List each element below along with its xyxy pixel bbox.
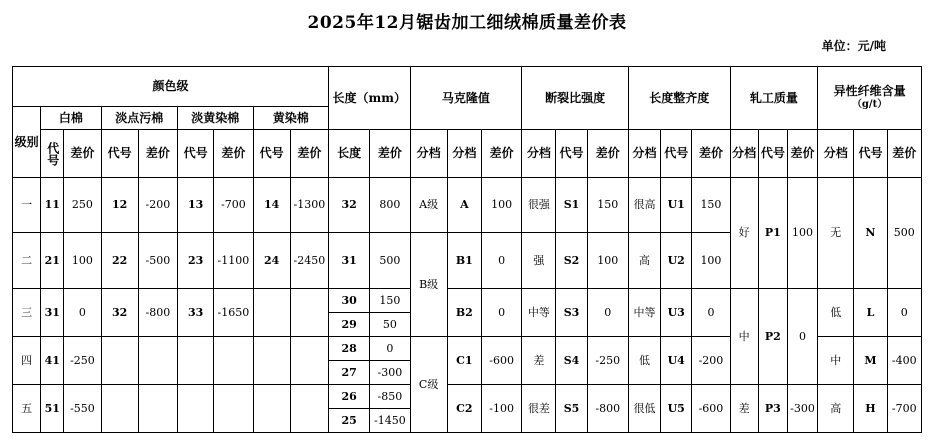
spot-diff <box>138 337 177 385</box>
light-spotted-header: 淡点污棉 <box>101 107 177 130</box>
strength-diff: -250 <box>587 337 628 385</box>
uniformity-code: U1 <box>661 178 692 233</box>
y-code <box>253 337 290 385</box>
white-code: 41 <box>41 337 64 385</box>
foreign-diff: -400 <box>887 337 921 385</box>
grade-label: 一 <box>13 178 41 233</box>
white-diff: -250 <box>64 337 101 385</box>
mic-tier: A <box>447 178 481 233</box>
mic-group-a: A级 <box>410 178 447 233</box>
mic-tier: C2 <box>447 385 481 433</box>
spot-diff: -500 <box>138 233 177 289</box>
spot-code-header: 代号 <box>101 130 138 178</box>
spot-code: 22 <box>101 233 138 289</box>
length-value: 29 <box>329 313 370 337</box>
white-diff: 250 <box>64 178 101 233</box>
foreign-code: L <box>854 289 887 337</box>
mic-diff: -600 <box>481 337 521 385</box>
foreign-code: H <box>854 385 887 433</box>
uniformity-code: U3 <box>661 289 692 337</box>
ginning-diff-header: 差价 <box>787 130 817 178</box>
ginning-code: P2 <box>758 289 787 385</box>
foreign-tier-header: 分档 <box>818 130 854 178</box>
white-diff: -550 <box>64 385 101 433</box>
strength-code: S1 <box>556 178 587 233</box>
y-diff <box>290 337 328 385</box>
foreign-tier: 中 <box>818 337 854 385</box>
ly-diff <box>214 337 253 385</box>
white-code: 51 <box>41 385 64 433</box>
uniformity-code: U2 <box>661 233 692 289</box>
foreign-code-header: 代号 <box>854 130 887 178</box>
spot-diff <box>138 385 177 433</box>
ly-code: 33 <box>178 289 214 337</box>
page-title: 2025年12月锯齿加工细绒棉质量差价表 <box>307 13 627 33</box>
length-diff: 500 <box>370 233 410 289</box>
strength-diff: 100 <box>587 233 628 289</box>
uniformity-diff: 100 <box>692 233 730 289</box>
y-code <box>253 289 290 337</box>
length-diff: 800 <box>370 178 410 233</box>
spot-diff: -800 <box>138 289 177 337</box>
spot-code <box>101 337 138 385</box>
strength-tier: 强 <box>522 233 556 289</box>
ginning-tier: 好 <box>730 178 758 289</box>
strength-header: 断裂比强度 <box>522 67 629 130</box>
mic-diff: 0 <box>481 289 521 337</box>
mic-tier: C1 <box>447 337 481 385</box>
length-value: 25 <box>329 409 370 433</box>
white-cotton-header: 白棉 <box>41 107 101 130</box>
uniformity-code: U4 <box>661 337 692 385</box>
foreign-code: N <box>854 178 887 289</box>
strength-code-header: 代号 <box>556 130 587 178</box>
strength-code: S5 <box>556 385 587 433</box>
foreign-fiber-header <box>818 67 922 130</box>
ly-diff <box>214 385 253 433</box>
ginning-diff: 100 <box>787 178 817 289</box>
strength-diff-header: 差价 <box>587 130 628 178</box>
length-value: 26 <box>329 385 370 409</box>
length-value: 28 <box>329 337 370 361</box>
white-diff: 0 <box>64 289 101 337</box>
length-diff-header: 差价 <box>370 130 410 178</box>
uniformity-diff: 0 <box>692 289 730 337</box>
uniformity-diff: -200 <box>692 337 730 385</box>
uniformity-diff-header: 差价 <box>692 130 730 178</box>
length-value: 31 <box>329 233 370 289</box>
ginning-header: 轧工质量 <box>730 67 818 130</box>
ly-code-header: 代号 <box>178 130 214 178</box>
y-code <box>253 385 290 433</box>
mic-tier-header: 分档 <box>410 130 447 178</box>
mic-diff-header: 差价 <box>481 130 521 178</box>
unit-label: 单位：元/吨 <box>821 39 886 53</box>
foreign-code: M <box>854 337 887 385</box>
length-diff: 150 <box>370 289 410 313</box>
strength-diff: 0 <box>587 289 628 337</box>
length-value: 27 <box>329 361 370 385</box>
spot-code: 12 <box>101 178 138 233</box>
foreign-diff: 500 <box>887 178 921 289</box>
grade-label: 四 <box>13 337 41 385</box>
y-diff: -2450 <box>290 233 328 289</box>
white-diff-header: 差价 <box>64 130 101 178</box>
ly-diff: -700 <box>214 178 253 233</box>
length-value: 32 <box>329 178 370 233</box>
y-diff-header: 差价 <box>290 130 328 178</box>
strength-tier: 差 <box>522 337 556 385</box>
length-diff: 0 <box>370 337 410 361</box>
strength-tier: 很差 <box>522 385 556 433</box>
uniformity-tier: 很高 <box>628 178 660 233</box>
y-diff <box>290 385 328 433</box>
strength-tier: 很强 <box>522 178 556 233</box>
mic-group-b: B级 <box>410 233 447 337</box>
uniformity-diff: 150 <box>692 178 730 233</box>
light-yellow-header: 淡黄染棉 <box>178 107 253 130</box>
spot-code <box>101 385 138 433</box>
mic-diff: 100 <box>481 178 521 233</box>
ginning-tier: 差 <box>730 385 758 433</box>
uniformity-tier: 很低 <box>628 385 660 433</box>
grade-label: 二 <box>13 233 41 289</box>
foreign-diff-header: 差价 <box>887 130 921 178</box>
y-code: 24 <box>253 233 290 289</box>
uniformity-diff: -600 <box>692 385 730 433</box>
uniformity-header: 长度整齐度 <box>628 67 730 130</box>
white-code: 11 <box>41 178 64 233</box>
foreign-diff: -700 <box>887 385 921 433</box>
y-code: 14 <box>253 178 290 233</box>
uniformity-tier-header: 分档 <box>628 130 660 178</box>
foreign-fiber-title: 异性纤维含量 <box>833 84 906 99</box>
spot-diff: -200 <box>138 178 177 233</box>
uniformity-code-header: 代号 <box>661 130 692 178</box>
uniformity-tier: 中等 <box>628 289 660 337</box>
strength-code: S2 <box>556 233 587 289</box>
mic-tier: B1 <box>447 233 481 289</box>
ly-diff-header: 差价 <box>214 130 253 178</box>
mic-group-c: C级 <box>410 337 447 433</box>
white-code: 31 <box>41 289 64 337</box>
ly-code: 23 <box>178 233 214 289</box>
mic-diff: 0 <box>481 233 521 289</box>
uniformity-tier: 低 <box>628 337 660 385</box>
grade-label: 三 <box>13 289 41 337</box>
grade-label-header: 级别 <box>13 107 41 178</box>
strength-diff: 150 <box>587 178 628 233</box>
ginning-code-header: 代号 <box>758 130 787 178</box>
mic-tier: B2 <box>447 289 481 337</box>
strength-tier-header: 分档 <box>522 130 556 178</box>
ly-diff: -1100 <box>214 233 253 289</box>
strength-diff: -800 <box>587 385 628 433</box>
spot-code: 32 <box>101 289 138 337</box>
y-diff: -1300 <box>290 178 328 233</box>
grade-label: 五 <box>13 385 41 433</box>
ginning-diff: 0 <box>787 289 817 385</box>
white-diff: 100 <box>64 233 101 289</box>
ginning-diff: -300 <box>787 385 817 433</box>
length-diff: 50 <box>370 313 410 337</box>
ginning-code: P1 <box>758 178 787 289</box>
foreign-tier: 高 <box>818 385 854 433</box>
ginning-tier-header: 分档 <box>730 130 758 178</box>
strength-code: S4 <box>556 337 587 385</box>
ginning-tier: 中 <box>730 289 758 385</box>
ginning-code: P3 <box>758 385 787 433</box>
length-diff: -300 <box>370 361 410 385</box>
strength-code: S3 <box>556 289 587 337</box>
ly-code: 13 <box>178 178 214 233</box>
yellow-stained-header: 黄染棉 <box>253 107 329 130</box>
white-code: 21 <box>41 233 64 289</box>
strength-tier: 中等 <box>522 289 556 337</box>
foreign-tier: 低 <box>818 289 854 337</box>
ly-diff: -1650 <box>214 289 253 337</box>
length-diff: -850 <box>370 385 410 409</box>
white-code-header: 代号 <box>41 130 64 178</box>
price-difference-table <box>12 66 922 433</box>
ly-code <box>178 337 214 385</box>
mic-diff: -100 <box>481 385 521 433</box>
uniformity-tier: 高 <box>628 233 660 289</box>
mic-sub-tier-header: 分档 <box>447 130 481 178</box>
micronaire-header: 马克隆值 <box>410 67 522 130</box>
length-diff: -1450 <box>370 409 410 433</box>
y-diff <box>290 289 328 337</box>
y-code-header: 代号 <box>253 130 290 178</box>
length-value: 30 <box>329 289 370 313</box>
color-grade-header: 颜色级 <box>13 67 329 107</box>
foreign-fiber-unit: （g/t） <box>851 99 888 111</box>
uniformity-code: U5 <box>661 385 692 433</box>
spot-diff-header: 差价 <box>138 130 177 178</box>
length-sub-header: 长度 <box>329 130 370 178</box>
length-header: 长度（mm） <box>329 67 411 130</box>
foreign-tier: 无 <box>818 178 854 289</box>
foreign-diff: 0 <box>887 289 921 337</box>
ly-code <box>178 385 214 433</box>
